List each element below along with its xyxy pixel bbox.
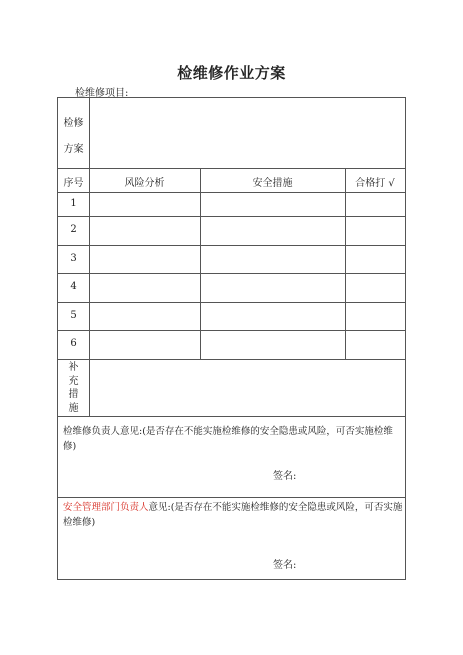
header-safety-measures: 安全措施 <box>252 178 293 189</box>
safety-dept-opinion-text: 意见:(是否存在不能实施检维修的安全隐患或风险，可否实施 <box>148 502 403 513</box>
safety-dept-opinion-line2: 检维修) <box>63 517 96 528</box>
row-index: 2 <box>70 224 77 235</box>
supplement-char: 补 <box>68 362 79 373</box>
leader-sign-label: 签名: <box>273 471 297 482</box>
row-divider <box>58 168 405 169</box>
row-index: 5 <box>70 310 77 321</box>
safety-dept-opinion <box>63 500 403 530</box>
row-divider <box>58 302 405 303</box>
project-label: 检维修项目: <box>75 88 129 99</box>
row-divider <box>58 416 405 417</box>
row-divider <box>58 497 405 498</box>
row-divider <box>58 273 405 274</box>
header-qualified-check: 合格打 √ <box>355 178 395 189</box>
row-index: 3 <box>70 253 77 264</box>
column-divider <box>200 168 201 359</box>
plan-content-area[interactable] <box>90 98 405 168</box>
safety-dept-sign-label: 签名: <box>273 560 297 571</box>
row-index: 1 <box>70 198 77 209</box>
row-divider <box>58 245 405 246</box>
supplement-char: 充 <box>68 375 79 387</box>
leader-opinion-text: 检维修负责人意见:(是否存在不能实施检维修的安全隐患或风险，可否实施检维修) <box>63 426 393 452</box>
form-table <box>57 97 406 580</box>
row-index: 4 <box>70 281 77 292</box>
plan-label-line2: 方案 <box>63 144 84 155</box>
header-risk-analysis: 风险分析 <box>124 178 165 189</box>
form-title: 检维修作业方案 <box>177 64 286 82</box>
row-divider <box>58 216 405 217</box>
safety-dept-label: 安全管理部门负责人 <box>63 502 149 513</box>
supplement-char: 措 <box>68 389 79 400</box>
plan-label-line1: 检修 <box>63 118 84 129</box>
row-divider <box>58 192 405 193</box>
supplement-content-area[interactable] <box>90 360 405 416</box>
header-index: 序号 <box>63 178 84 189</box>
row-divider <box>58 330 405 331</box>
supplement-char: 施 <box>68 402 79 414</box>
row-index: 6 <box>70 338 77 349</box>
column-divider <box>345 168 346 359</box>
column-divider <box>89 168 90 359</box>
